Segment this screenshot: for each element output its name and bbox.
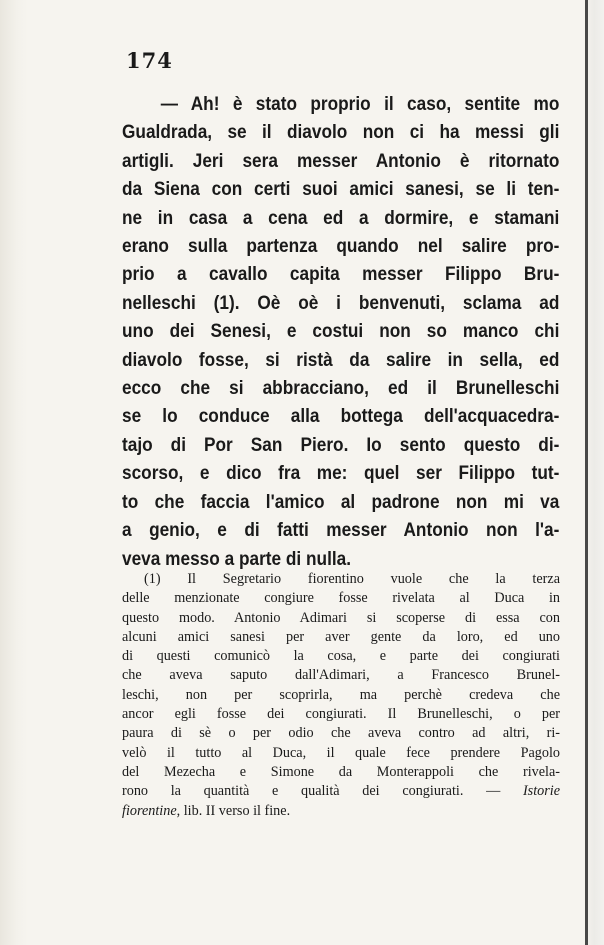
body-line: ecco che si abbracciano, ed il Brunelleschi bbox=[122, 377, 560, 400]
footnote-line bbox=[122, 802, 560, 821]
footnote-line: che aveva saputo dall'Adimari, a Francesco Brunel- bbox=[122, 667, 560, 684]
body-line: scorso, e dico fra me: quel ser Filippo tut- bbox=[122, 462, 560, 485]
body-line: diavolo fosse, si ristà da salire in sella, ed bbox=[122, 348, 560, 371]
footnote-citation-title: Istorie bbox=[522, 783, 560, 800]
footnote-line: alcuni amici sanesi per aver gente da loro, ed uno bbox=[122, 628, 560, 645]
body-line: uno dei Senesi, e costui non so manco chi bbox=[122, 320, 560, 343]
body-line: nelleschi (1). Oè oè i benvenuti, sclama ad bbox=[122, 291, 560, 314]
footnote-line: questo modo. Antonio Adimari si scoperse di essa con bbox=[122, 609, 560, 626]
footnote-line: (1) Il Segretario fiorentino vuole che la terza bbox=[144, 571, 560, 587]
book-spine-line bbox=[585, 0, 588, 945]
body-line: ne in casa a cena ed a dormire, e stamani bbox=[122, 206, 560, 229]
body-text bbox=[122, 90, 560, 573]
footnote bbox=[122, 570, 560, 821]
footnote-text: rono la quantità e qualità dei congiurati. — bbox=[122, 783, 523, 800]
footnote-line: delle menzionate congiure fosse rivelata al Duca in bbox=[122, 590, 560, 607]
footnote-line: ancor egli fosse dei congiurati. Il Brunelleschi, o per bbox=[122, 706, 560, 723]
body-line: se lo conduce alla bottega dell'acquacedra- bbox=[122, 405, 560, 428]
body-line: prio a cavallo capita messer Filippo Bru- bbox=[122, 263, 560, 286]
body-line: — Ah! è stato proprio il caso, sentite mo bbox=[160, 93, 560, 115]
footnote-line: del Mezecha e Simone da Monterappoli che rivela- bbox=[122, 763, 560, 780]
page-left-edge bbox=[0, 0, 28, 945]
body-line: da Siena con certi suoi amici sanesi, se li ten- bbox=[122, 178, 560, 201]
body-line: artigli. Jeri sera messer Antonio è ritornato bbox=[122, 149, 560, 172]
footnote-citation-tail: , lib. II verso il fine. bbox=[176, 802, 291, 819]
body-line: tajo di Por San Piero. Io sento questo di- bbox=[122, 433, 560, 456]
footnote-line: leschi, non per scoprirla, ma perchè credeva che bbox=[122, 686, 560, 703]
footnote-line bbox=[122, 782, 560, 801]
footnote-line: velò il tutto al Duca, il quale fece prendere Pagolo bbox=[122, 744, 560, 761]
body-line: a genio, e di fatti messer Antonio non l'a- bbox=[122, 519, 560, 542]
body-line: Gualdrada, se il diavolo non ci ha messi gli bbox=[122, 121, 560, 144]
page-number: 174 bbox=[126, 48, 173, 73]
body-line: to che faccia l'amico al padrone non mi va bbox=[122, 490, 560, 513]
footnote-citation-title-cont: fiorentine bbox=[122, 802, 177, 819]
footnote-line: paura di sè o per odio che aveva contro ad altri, ri- bbox=[122, 725, 560, 742]
footnote-line: di questi comunicò la cosa, e parte dei congiurati bbox=[122, 648, 560, 665]
body-line: erano sulla partenza quando nel salire pro- bbox=[122, 235, 560, 258]
body-line: veva messo a parte di nulla. bbox=[122, 547, 352, 570]
